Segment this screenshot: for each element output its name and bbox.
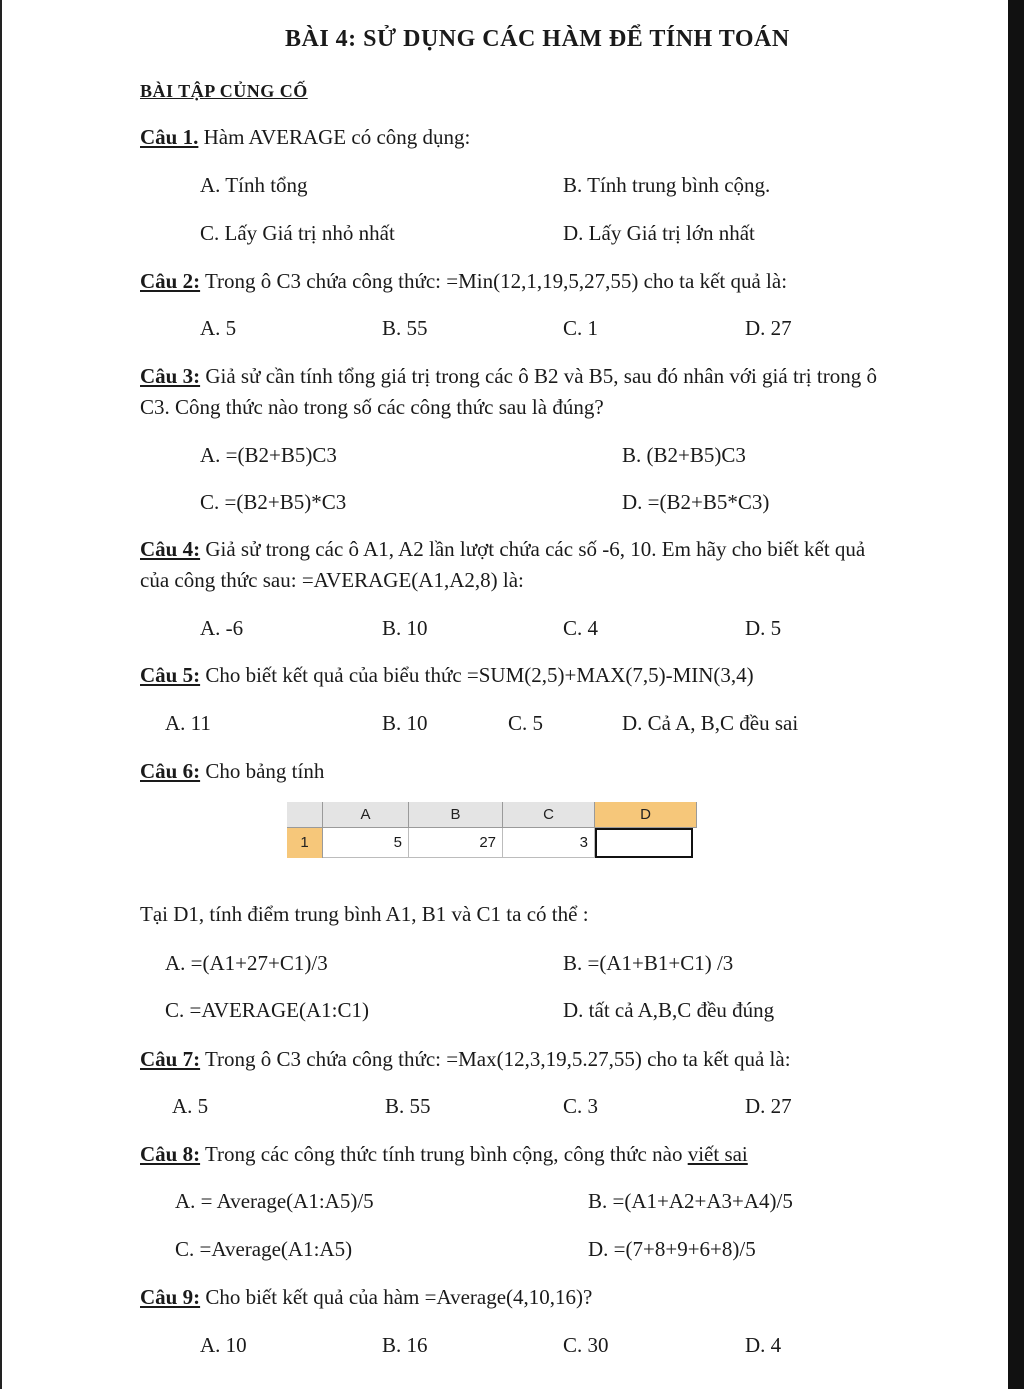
q3-option-c: C. =(B2+B5)*C3 (200, 490, 347, 514)
question-1 (140, 124, 470, 150)
question-text: Cho biết kết quả của biểu thức =SUM(2,5)+MAX(7,5)-MIN(3,4) (200, 663, 754, 687)
q5-option-b: B. 10 (382, 711, 428, 735)
q4-option-d: D. 5 (745, 616, 782, 640)
q2-option-c: C. 1 (563, 316, 599, 340)
q4-option-a: A. -6 (200, 616, 244, 640)
q8-option-a: A. = Average(A1:A5)/5 (175, 1189, 374, 1213)
q2-option-d: D. 27 (745, 316, 792, 340)
question-text: Cho bảng tính (200, 759, 325, 783)
cell-c1: 3 (503, 828, 595, 858)
q7-option-c: C. 3 (563, 1094, 599, 1118)
column-header-d: D (595, 802, 697, 828)
q1-option-a: A. Tính tổng (200, 173, 308, 197)
q1-option-d: D. Lấy Giá trị lớn nhất (563, 221, 755, 245)
question-text: Cho biết kết quả của hàm =Average(4,10,16)? (200, 1285, 593, 1309)
question-3-continued: C3. Công thức nào trong số các công thức sau là đúng? (140, 395, 604, 419)
q7-option-a: A. 5 (172, 1094, 209, 1118)
q6-option-a: A. =(A1+27+C1)/3 (165, 951, 328, 975)
q3-option-b: B. (B2+B5)C3 (622, 443, 746, 467)
q3-option-d: D. =(B2+B5*C3) (622, 490, 770, 514)
question-5 (140, 662, 754, 688)
q7-option-b: B. 55 (385, 1094, 431, 1118)
question-4 (140, 536, 865, 562)
q4-option-c: C. 4 (563, 616, 599, 640)
row-header-1: 1 (287, 828, 323, 858)
q3-option-a: A. =(B2+B5)C3 (200, 443, 337, 467)
page-title: BÀI 4: SỬ DỤNG CÁC HÀM ĐỂ TÍNH TOÁN (285, 26, 790, 52)
q9-option-a: A. 10 (200, 1333, 247, 1357)
q6-option-d: D. tất cả A,B,C đều đúng (563, 998, 775, 1022)
question-label: Câu 3: (140, 364, 201, 388)
page-left-edge (0, 0, 2, 1389)
q9-option-c: C. 30 (563, 1333, 609, 1357)
question-text: Giả sử trong các ô A1, A2 lần lượt chứa các số -6, 10. Em hãy cho biết kết quả (200, 537, 866, 561)
question-text: Trong ô C3 chứa công thức: =Max(12,3,19,5.27,55) cho ta kết quả là: (200, 1047, 791, 1071)
question-text: Hàm AVERAGE có công dụng: (198, 125, 471, 149)
q5-option-d: D. Cả A, B,C đều sai (622, 711, 799, 735)
question-label: Câu 8: (140, 1142, 201, 1166)
column-header-b: B (409, 802, 503, 828)
question-label: Câu 5: (140, 663, 201, 687)
q1-option-c: C. Lấy Giá trị nhỏ nhất (200, 221, 395, 245)
q2-option-a: A. 5 (200, 316, 237, 340)
cell-b1: 27 (409, 828, 503, 858)
question-6-continued: Tại D1, tính điểm trung bình A1, B1 và C1 ta có thể : (140, 902, 589, 926)
q7-option-d: D. 27 (745, 1094, 792, 1118)
question-9 (140, 1284, 592, 1310)
question-label: Câu 7: (140, 1047, 201, 1071)
question-label: Câu 6: (140, 759, 201, 783)
question-label: Câu 2: (140, 269, 201, 293)
question-label: Câu 1. (140, 125, 199, 149)
q1-option-b: B. Tính trung bình cộng. (563, 173, 771, 197)
sheet-corner (287, 802, 323, 828)
question-text: Trong ô C3 chứa công thức: =Min(12,1,19,5,27,55) cho ta kết quả là: (200, 269, 788, 293)
q5-option-c: C. 5 (508, 711, 544, 735)
question-4-continued: của công thức sau: =AVERAGE(A1,A2,8) là: (140, 568, 524, 592)
question-8 (140, 1141, 748, 1167)
q9-option-d: D. 4 (745, 1333, 782, 1357)
question-label: Câu 9: (140, 1285, 201, 1309)
q5-option-a: A. 11 (165, 711, 211, 735)
q9-option-b: B. 16 (382, 1333, 428, 1357)
column-header-a: A (323, 802, 409, 828)
question-label: Câu 4: (140, 537, 201, 561)
cell-a1: 5 (323, 828, 409, 858)
q6-option-c: C. =AVERAGE(A1:C1) (165, 998, 369, 1022)
question-6 (140, 758, 324, 784)
q8-option-d: D. =(7+8+9+6+8)/5 (588, 1237, 756, 1261)
spreadsheet-table (287, 802, 697, 858)
cell-d1-selected (595, 828, 693, 858)
page-right-edge (1008, 0, 1024, 1389)
q2-option-b: B. 55 (382, 316, 428, 340)
question-text: Trong các công thức tính trung bình cộng, công thức nào (200, 1142, 688, 1166)
question-3 (140, 363, 877, 389)
q8-option-c: C. =Average(A1:A5) (175, 1237, 353, 1261)
question-2 (140, 268, 787, 294)
question-emphasis: viết sai (687, 1142, 748, 1166)
q8-option-b: B. =(A1+A2+A3+A4)/5 (588, 1189, 793, 1213)
column-header-c: C (503, 802, 595, 828)
q4-option-b: B. 10 (382, 616, 428, 640)
question-text: Giả sử cần tính tổng giá trị trong các ô B2 và B5, sau đó nhân với giá trị trong ô (200, 364, 877, 388)
q6-option-b: B. =(A1+B1+C1) /3 (563, 951, 734, 975)
question-7 (140, 1046, 791, 1072)
section-subtitle: BÀI TẬP CỦNG CỐ (140, 81, 308, 101)
